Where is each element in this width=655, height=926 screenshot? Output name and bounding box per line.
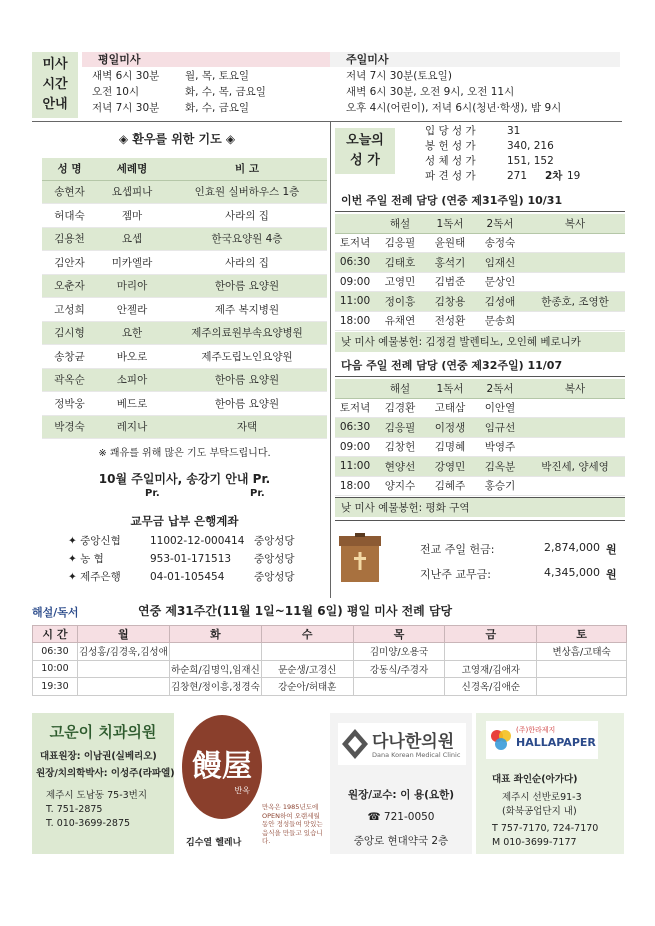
table-cell: 유채연 — [375, 311, 425, 331]
weekday-duty-title: 연중 제31주간(11월 1일~11월 6일) 평일 미사 전례 담당 — [138, 604, 453, 618]
table-cell: 김성애 — [475, 292, 525, 312]
table-cell: 임규선 — [475, 418, 525, 438]
sunday-mass-schedule: 저녁 7시 30분(토요일) 새벽 6시 30분, 오전 9시, 오전 11시 오후 4시(어린이), 저녁 6시(청년·학생), 밤 9시 — [346, 70, 562, 114]
table-cell: 임재신 — [475, 253, 525, 273]
this-week-liturgy-table — [335, 214, 625, 331]
dental-name: 고운이 치과의원 — [49, 723, 157, 741]
clinic-logo-icon — [342, 729, 368, 759]
paper-address-detail: (화북공업단지 내) — [502, 806, 577, 817]
table-row — [42, 368, 327, 392]
baptism-name: 베드로 — [97, 392, 167, 416]
column-header: 1독서 — [425, 379, 475, 398]
patient-name: 김용천 — [42, 227, 97, 251]
october-mass-title: 10월 주일미사, 송강기 안내 Pr. — [98, 472, 271, 486]
table-row — [42, 321, 327, 345]
table-row — [335, 398, 625, 418]
patient-name: 곽옥순 — [42, 368, 97, 392]
currency-unit: 원 — [606, 568, 617, 581]
location: 인효원 실버하우스 1층 — [167, 180, 327, 204]
patient-name: 송창균 — [42, 345, 97, 369]
currency-unit: 원 — [606, 543, 617, 556]
paper-brand-korean: (주)한라제지 — [516, 726, 556, 734]
table-row — [42, 274, 327, 298]
table-row — [335, 272, 625, 292]
location: 한아름 요양원 — [167, 274, 327, 298]
table-cell — [445, 643, 537, 661]
location: 한국요양원 4층 — [167, 227, 327, 251]
table-cell: 고영재/김애자 — [445, 660, 537, 678]
header-row — [335, 379, 625, 398]
collection-amount: 2,874,000 — [544, 541, 600, 554]
table-cell — [537, 678, 627, 696]
restaurant-logo-icon: 饅屋 반옥 — [182, 715, 262, 819]
location: 사라의 집 — [167, 204, 327, 228]
table-cell: 김옥분 — [475, 457, 525, 477]
restaurant-description: 만옥은 1985년도에 OPEN하여 오랜세월 동안 정성들여 맛있는 음식을 만들고 있습니다. — [262, 803, 323, 845]
baptism-name: 바오로 — [97, 345, 167, 369]
patient-name: 송현자 — [42, 180, 97, 204]
table-cell — [261, 643, 353, 661]
location: 한아름 요양원 — [167, 392, 327, 416]
baptism-name: 안젤라 — [97, 298, 167, 322]
restaurant-owner: 김수열 헬레나 — [186, 838, 242, 848]
table-row — [335, 418, 625, 438]
table-cell: 송정숙 — [475, 233, 525, 253]
header-row — [335, 214, 625, 233]
table-cell: 19:30 — [33, 678, 78, 696]
table-cell — [525, 437, 625, 457]
dental-phone: T. 751-2875 — [46, 804, 103, 815]
weekday-duty-table — [32, 625, 627, 696]
location: 사라의 집 — [167, 251, 327, 275]
table-cell: 토저녁 — [335, 398, 375, 418]
baptism-name: 요셉피나 — [97, 180, 167, 204]
table-row — [42, 392, 327, 416]
table-cell: 이정생 — [425, 418, 475, 438]
dental-mobile: T. 010-3699-2875 — [46, 818, 131, 829]
table-row — [42, 180, 327, 204]
column-header: 토 — [537, 626, 627, 643]
paper-ceo: 대표 좌인순(아가다) — [492, 774, 578, 785]
column-header: 화 — [169, 626, 261, 643]
restaurant-ad — [178, 713, 326, 854]
column-header: 목 — [353, 626, 445, 643]
patient-name: 정박웅 — [42, 392, 97, 416]
table-cell: 문상인 — [475, 272, 525, 292]
patient-name: 김시형 — [42, 321, 97, 345]
table-cell — [525, 398, 625, 418]
column-header: 월 — [77, 626, 169, 643]
table-row — [335, 233, 625, 253]
weekday-mass-header: 평일미사 — [82, 52, 330, 67]
table-cell: 박영주 — [475, 437, 525, 457]
prayer-table — [42, 158, 327, 439]
patient-name: 허대숙 — [42, 204, 97, 228]
divider — [32, 121, 622, 122]
bank-row: ✦ 제주은행 04-01-105454 중앙성당 — [68, 571, 295, 583]
table-cell: 홍석기 — [425, 253, 475, 273]
table-cell — [77, 678, 169, 696]
col-header-baptism: 세례명 — [97, 158, 167, 180]
table-cell: 강동식/주경자 — [353, 660, 445, 678]
this-week-offering-note: 낮 미사 예물봉헌: 김정걸 발렌티노, 오인혜 베로니카 — [335, 332, 625, 352]
table-cell: 김태호 — [375, 253, 425, 273]
patient-name: 오춘자 — [42, 274, 97, 298]
column-header: 복사 — [525, 214, 625, 233]
hymn-row: 파 견 성 가 271 2차 19 — [425, 170, 581, 182]
prayer-title: ◈ 환우를 위한 기도 ◈ — [118, 132, 236, 146]
hymn-row: 입 당 성 가 31 — [425, 125, 521, 137]
next-week-offering-note: 낮 미사 예물봉헌: 평화 구역 — [335, 497, 625, 517]
pr-label: Pr. — [145, 488, 160, 499]
table-cell — [525, 253, 625, 273]
header-row — [33, 626, 627, 643]
column-header — [335, 214, 375, 233]
location: 한아름 요양원 — [167, 368, 327, 392]
table-cell — [525, 476, 625, 496]
paper-phone: T 757-7170, 724-7170 — [492, 823, 599, 834]
column-header: 1독서 — [425, 214, 475, 233]
table-cell: 박진세, 양세영 — [525, 457, 625, 477]
commentary-reading-label: 해설/독서 — [32, 606, 79, 619]
todays-hymns-label: 오늘의 성 가 — [335, 128, 395, 174]
table-cell: 전성환 — [425, 311, 475, 331]
table-cell: 18:00 — [335, 476, 375, 496]
table-cell — [525, 272, 625, 292]
table-cell: 이안열 — [475, 398, 525, 418]
table-row — [335, 311, 625, 331]
tithe-label: 지난주 교무금: — [420, 568, 491, 581]
table-cell: 현양선 — [375, 457, 425, 477]
table-cell: 김혜주 — [425, 476, 475, 496]
table-cell: 신경옥/김애순 — [445, 678, 537, 696]
table-row — [33, 678, 627, 696]
weekday-mass-schedule: 새벽 6시 30분 월, 목, 토요일 오전 10시 화, 수, 목, 금요일 저녁 7시 30분 화, 수, 금요일 — [92, 70, 266, 114]
table-row — [42, 345, 327, 369]
table-cell: 10:00 — [33, 660, 78, 678]
tithe-amount: 4,345,000 — [544, 566, 600, 579]
clinic-name: 다나한의원 — [372, 732, 455, 752]
column-header: 시 간 — [33, 626, 78, 643]
table-cell: 윤원태 — [425, 233, 475, 253]
divider — [335, 520, 625, 521]
baptism-name: 미카엘라 — [97, 251, 167, 275]
table-cell — [353, 678, 445, 696]
dental-clinic-ad — [32, 713, 174, 854]
location: 자택 — [167, 415, 327, 439]
baptism-name: 젬마 — [97, 204, 167, 228]
col-header-name: 성 명 — [42, 158, 97, 180]
table-cell: 김창헌 — [375, 437, 425, 457]
col-header-note: 비 고 — [167, 158, 327, 180]
table-cell: 홍승기 — [475, 476, 525, 496]
dental-address: 제주시 도남동 75-3번지 — [46, 790, 148, 801]
hymn-row: 봉 헌 성 가 340, 216 — [425, 140, 554, 152]
table-row — [33, 660, 627, 678]
bank-account-title: 교무금 납부 은행계좌 — [130, 514, 239, 528]
mass-times-label: 미사 시간 안내 — [32, 52, 78, 118]
patient-name: 고성희 — [42, 298, 97, 322]
table-cell: 토저녁 — [335, 233, 375, 253]
patient-name: 김안자 — [42, 251, 97, 275]
column-header: 2독서 — [475, 214, 525, 233]
table-cell: 김미양/오용국 — [353, 643, 445, 661]
table-cell: 고태삼 — [425, 398, 475, 418]
table-row — [42, 227, 327, 251]
paper-brand-english: HALLAPAPER — [516, 736, 596, 749]
column-header: 금 — [445, 626, 537, 643]
table-row — [33, 643, 627, 661]
table-cell: 06:30 — [335, 418, 375, 438]
table-row — [335, 457, 625, 477]
table-cell: 김명혜 — [425, 437, 475, 457]
table-row — [335, 437, 625, 457]
column-header: 2독서 — [475, 379, 525, 398]
table-cell: 문송희 — [475, 311, 525, 331]
table-cell: 김경환 — [375, 398, 425, 418]
clinic-english-name: Dana Korean Medical Clinic — [372, 751, 461, 759]
table-cell: 06:30 — [33, 643, 78, 661]
table-cell: 김창현/정이흥,정경숙 — [169, 678, 261, 696]
clinic-phone: ☎ 721-0050 — [367, 811, 435, 823]
vertical-divider — [330, 121, 331, 598]
column-header — [335, 379, 375, 398]
table-cell: 김성홍/김경욱,김성애 — [77, 643, 169, 661]
table-cell: 11:00 — [335, 292, 375, 312]
paper-address: 제주시 선반로91-3 — [502, 792, 582, 803]
table-row — [335, 292, 625, 312]
clinic-address: 중앙로 현대약국 2층 — [353, 835, 449, 847]
table-cell — [525, 233, 625, 253]
table-cell: 18:00 — [335, 311, 375, 331]
table-cell: 한종호, 조영한 — [525, 292, 625, 312]
table-cell — [537, 660, 627, 678]
table-cell: 변상흠/고태숙 — [537, 643, 627, 661]
table-cell: 정이흥 — [375, 292, 425, 312]
table-cell: 문순생/고경신 — [261, 660, 353, 678]
dental-director: 대표원장: 이남권(실베리오) — [40, 751, 157, 762]
korean-clinic-ad — [330, 713, 472, 854]
table-row — [335, 476, 625, 496]
table-cell: 고영민 — [375, 272, 425, 292]
table-cell: 09:00 — [335, 272, 375, 292]
location: 제주 복지병원 — [167, 298, 327, 322]
table-cell: 김창용 — [425, 292, 475, 312]
hallapaper-logo-icon — [490, 729, 512, 751]
table-cell: 09:00 — [335, 437, 375, 457]
table-row — [42, 298, 327, 322]
table-row — [42, 251, 327, 275]
location: 제주도립노인요양원 — [167, 345, 327, 369]
sunday-mass-header: 주일미사 — [330, 52, 620, 67]
next-week-liturgy-title: 다음 주일 전례 담당 (연중 제32주일) 11/07 — [335, 355, 625, 377]
baptism-name: 요셉 — [97, 227, 167, 251]
bank-row: ✦ 농 협 953-01-171513 중앙성당 — [68, 553, 295, 565]
next-week-liturgy-table — [335, 379, 625, 496]
collection-label: 전교 주일 헌금: — [420, 543, 495, 556]
column-header: 복사 — [525, 379, 625, 398]
baptism-name: 마리아 — [97, 274, 167, 298]
table-cell — [169, 643, 261, 661]
table-cell: 김범준 — [425, 272, 475, 292]
dental-doctor: 원장/치의학박사: 이성주(라파엘) — [36, 768, 175, 779]
hallapaper-ad — [476, 713, 624, 854]
table-cell: 11:00 — [335, 457, 375, 477]
table-cell: 강순아/허태훈 — [261, 678, 353, 696]
table-cell: 김응필 — [375, 418, 425, 438]
table-cell: 김응필 — [375, 233, 425, 253]
offering-box-icon — [335, 530, 385, 584]
baptism-name: 소피아 — [97, 368, 167, 392]
baptism-name: 요한 — [97, 321, 167, 345]
paper-mobile: M 010-3699-7177 — [492, 837, 577, 848]
table-cell: 강영민 — [425, 457, 475, 477]
column-header: 해설 — [375, 379, 425, 398]
table-row — [335, 253, 625, 273]
column-header: 수 — [261, 626, 353, 643]
bank-row: ✦ 중앙신협 11002-12-000414 중앙성당 — [68, 535, 295, 547]
table-cell — [525, 311, 625, 331]
this-week-liturgy-title: 이번 주일 전례 담당 (연중 제31주일) 10/31 — [335, 190, 625, 212]
prayer-note: ※ 쾌유를 위해 많은 기도 부탁드립니다. — [98, 448, 271, 459]
patient-name: 박경숙 — [42, 415, 97, 439]
clinic-director: 원장/교수: 이 용(요한) — [347, 789, 455, 801]
column-header: 해설 — [375, 214, 425, 233]
table-cell: 양지수 — [375, 476, 425, 496]
baptism-name: 레지나 — [97, 415, 167, 439]
pr-label: Pr. — [250, 488, 265, 499]
location: 제주의료원부속요양병원 — [167, 321, 327, 345]
table-row — [42, 415, 327, 439]
table-cell — [77, 660, 169, 678]
table-cell: 하순희/김명익,임재신 — [169, 660, 261, 678]
table-cell — [525, 418, 625, 438]
table-cell: 06:30 — [335, 253, 375, 273]
hymn-row: 성 체 성 가 151, 152 — [425, 155, 554, 167]
table-row — [42, 204, 327, 228]
